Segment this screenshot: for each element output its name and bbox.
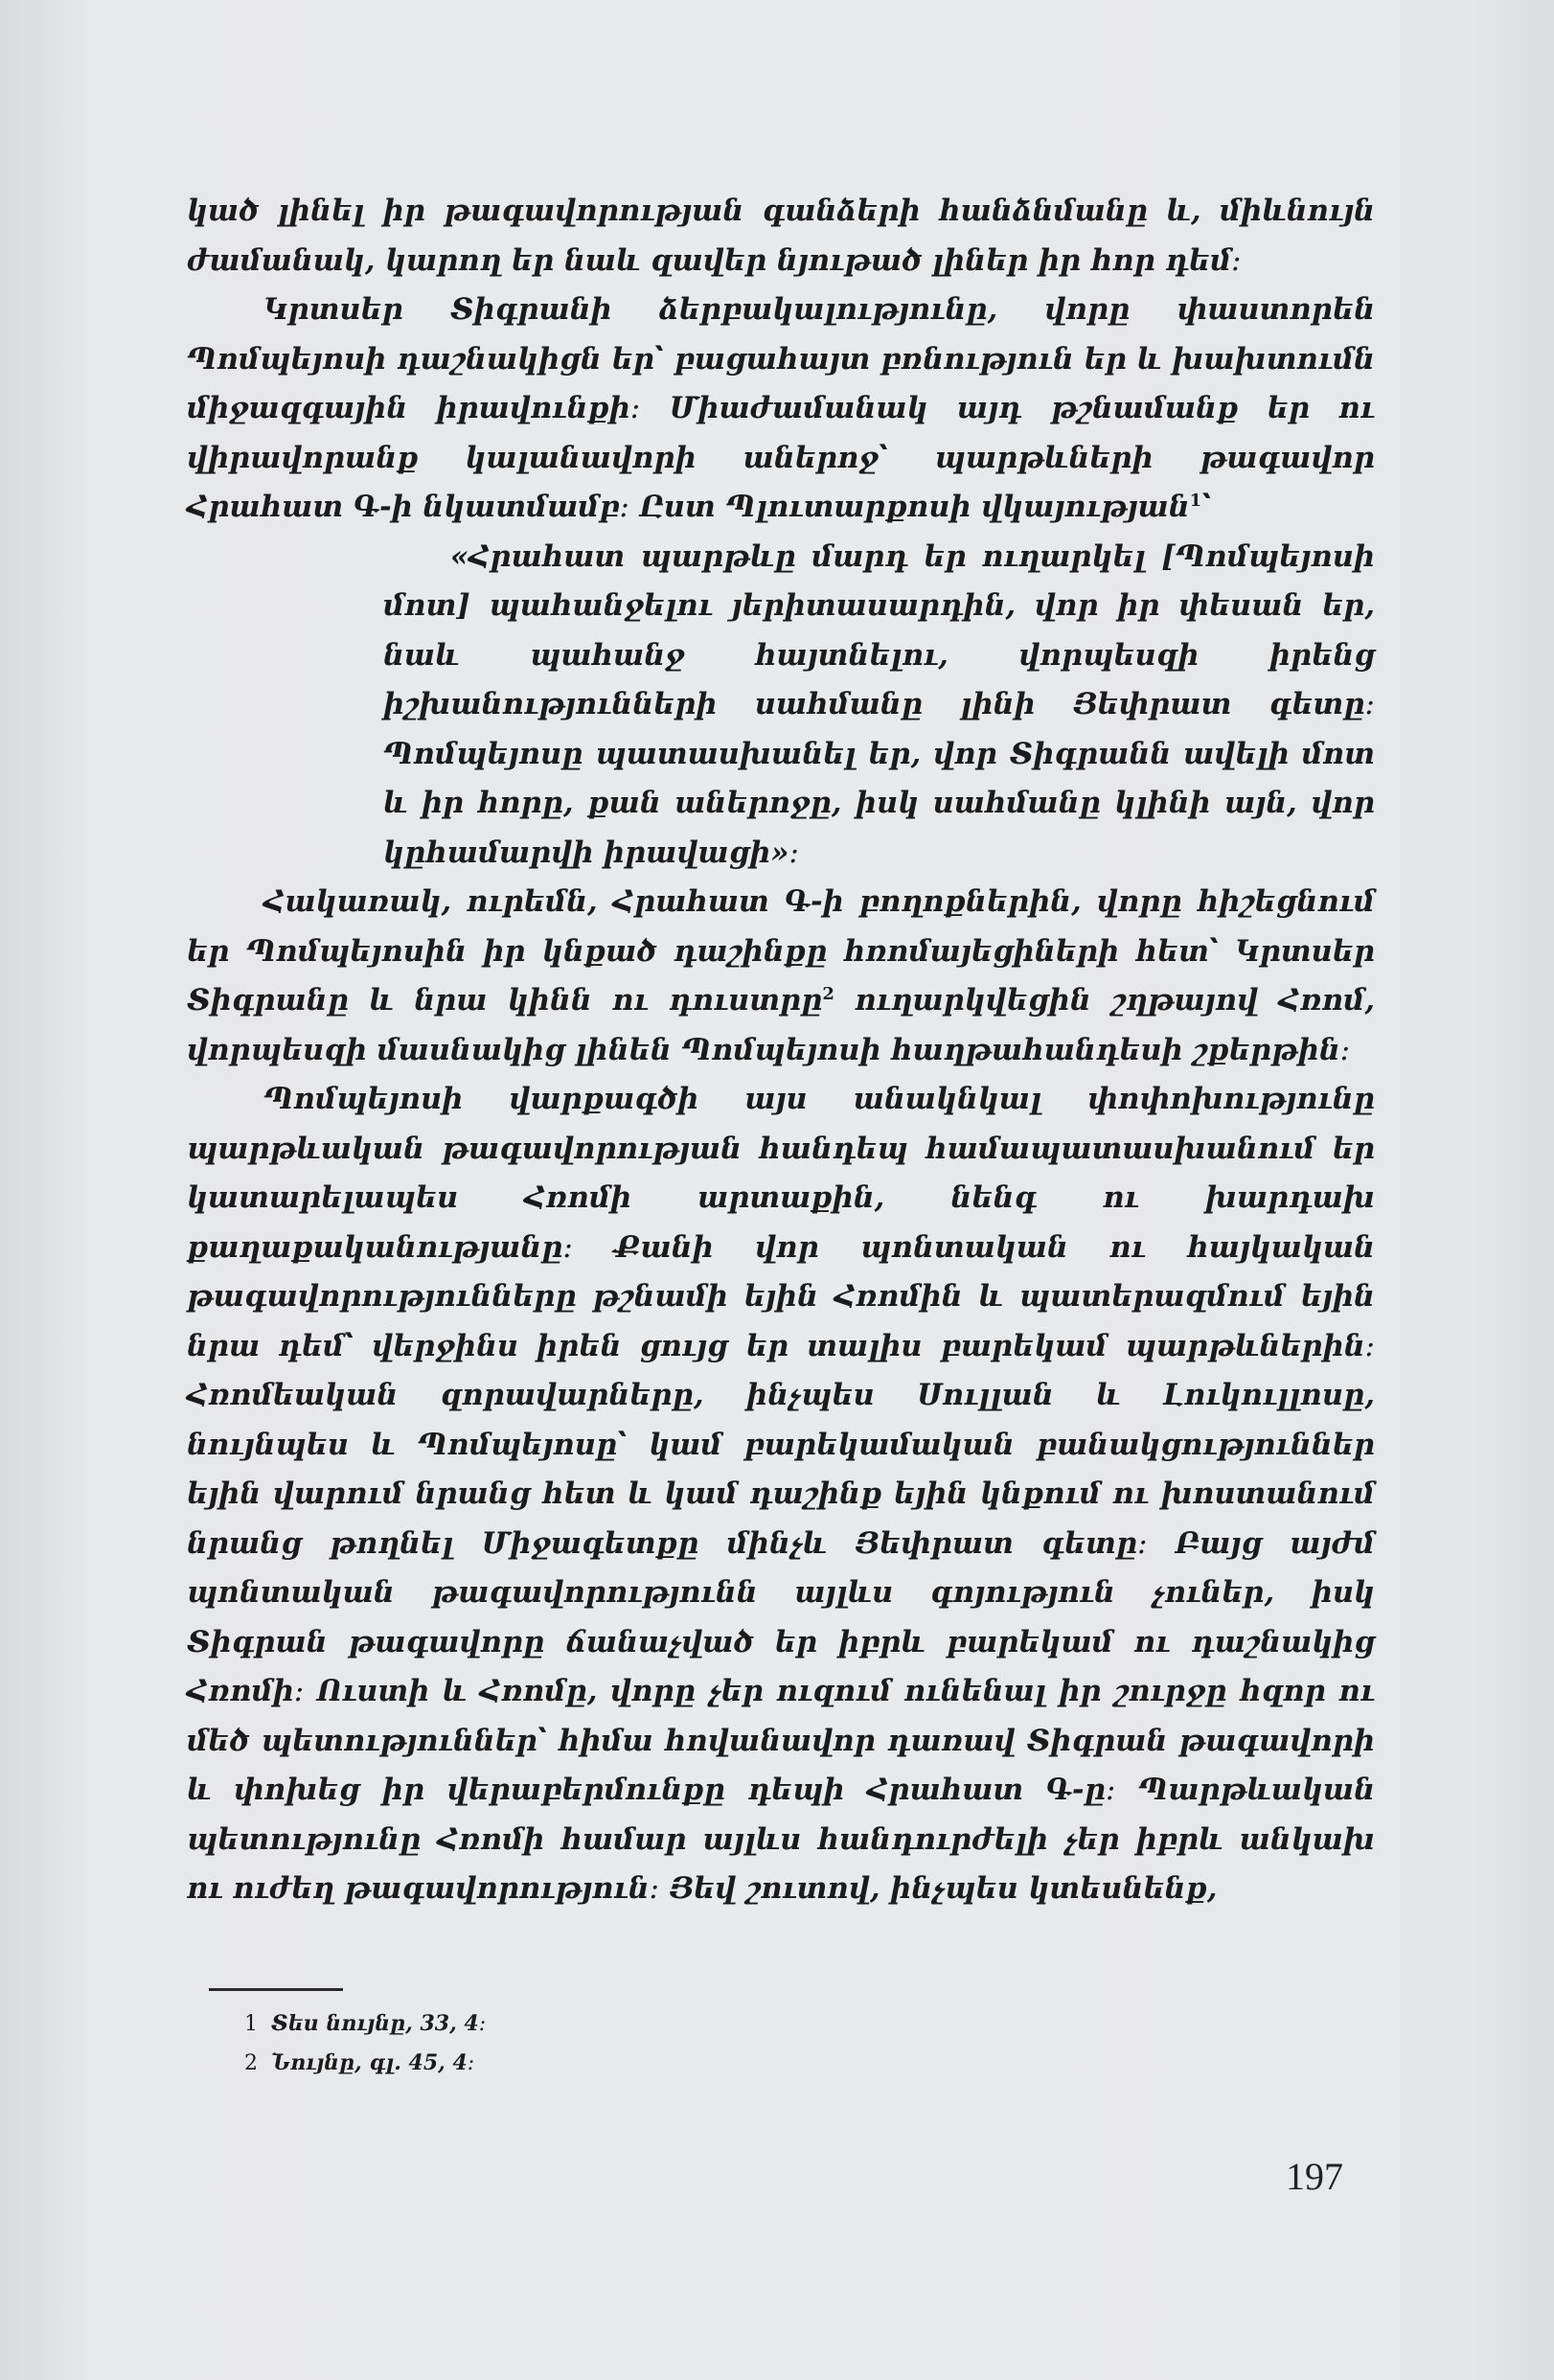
- paragraph-2: Կրտսեր Տիգրանի ձերբակալությունը, վորը փաստորեն Պոմպեյոսի դաշնակիցն եր՝ բացահայտ բռնություն եր և խախտումն միջազգային իրավունքի։ Միաժամանակ այդ թշնամանք եր ու վիրավորանք կալանավորի աներոջ՝ պարթևների թագավոր Հրահատ Գ-ի նկատմամբ։ Ըստ Պլուտարքոսի վկայության$^1$՝: [187, 292, 1375, 524]
- paragraph-3-text-after: ուղարկվեցին շղթայով Հռոմ, վորպեսզի մասնակից լինեն Պոմպեյոսի հաղթահանդեսի շքերթին։: [187, 983, 1375, 1067]
- footnote-ref-2: 2: [822, 983, 834, 1004]
- footnote-2-number: 2: [244, 2051, 258, 2075]
- footnote-1-number: 1: [244, 2012, 258, 2036]
- quote-text: «Հրահատ պարթևը մարդ եր ուղարկել [Պոմպեյոսի մոտ] պահանջելու յերիտասարդին, վոր իր փեսան եր, նաև պահանջ հայտնելու, վորպեսզի իրենց իշխանությունների սահմանը լինի Յեփրատ գետը։ Պոմպեյոսը պատասխանել եր, վոր Տիգրանն ավելի մոտ և իր հորը, քան աներոջը, իսկ սահմանը կլինի այն, վոր կըհամարվի իրավացի»։: [383, 538, 1375, 870]
- footnote-2: [244, 2044, 1107, 2083]
- page-number: 197: [1286, 2155, 1343, 2198]
- block-quote: [383, 533, 1375, 879]
- footnote-1-text: Տես նույնը, 33, 4։: [271, 2011, 487, 2036]
- footnote-divider: [209, 1988, 343, 1991]
- footnote-1: [244, 2004, 1107, 2044]
- footnote-2-text: Նույնը, գլ. 45, 4։: [271, 2050, 475, 2075]
- footnotes: [244, 2004, 1107, 2083]
- paragraph-2-text: Կրտսեր Տիգրանի ձերբակալությունը, վորը փաստորեն Պոմպեյոսի դաշնակիցն եր՝ բացահայտ բռնություն եր և խախտումն միջազգային իրավունքի։ Միաժամանակ այդ թշնամանք եր ու վիրավորանք կալանավորի աներոջ՝ պարթևների թագավոր Հրահատ Գ-ի նկատմամբ։ Ըստ Պլուտարքոսի վկայության: [187, 292, 1375, 524]
- paragraph-1-text: կած լինել իր թագավորության գանձերի հանձնմանը և, միևնույն ժամանակ, կարող եր նաև զավեր նյութած լիներ իր հոր դեմ։: [187, 194, 1375, 278]
- paragraph-4: [187, 1075, 1375, 1914]
- paragraph-3-text: Հակառակ, ուրեմն, Հրահատ Գ-ի բողոքներին, վորը հիշեցնում եր Պոմպեյոսին իր կնքած դաշինքը հռոմայեցիների հետ՝ Կրտսեր Տիգրանը և նրա կինն ու դուստրը: [187, 884, 1375, 1018]
- paragraph-4-text: Պոմպեյոսի վարքագծի այս անակնկալ փոփոխությունը պարթևական թագավորության հանդեպ համապատասխանում եր կատարելապես Հռոմի արտաքին, նենգ ու խարդախ քաղաքականությանը։ Քանի վոր պոնտական ու հայկական թագավորությունները թշնամի եյին Հռոմին և պատերազմում եյին նրա դեմ՝ վերջինս իրեն ցույց եր տալիս բարեկամ պարթևներին։ Հռոմեական զորավարները, ինչպես Սուլլան և Լուկուլլոսը, նույնպես և Պոմպեյոսը՝ կամ բարեկամական բանակցություններ եյին վարում նրանց հետ և կամ դաշինք եյին կնքում ու խոստանում նրանց թողնել Միջագետքը մինչև Յեփրատ գետը։ Բայց այժմ պոնտական թագավորությունն այլևս գոյություն չուներ, իսկ Տիգրան թագավորը ճանաչված եր իբրև բարեկամ ու դաշնակից Հռոմի։ Ուստի և Հռոմը, վորը չեր ուզում ունենալ իր շուրջը հզոր ու մեծ պետություններ՝ հիմա հովանավոր դառավ Տիգրան թագավորի և փոխեց իր վերաբերմունքը դեպի Հրահատ Գ-ը։ Պարթևական պետությունը Հռոմի համար այլևս հանդուրժելի չեր իբրև անկախ ու ուժեղ թագավորություն։ Յեվ շուտով, ինչպես կտեսնենք,: [187, 1082, 1375, 1906]
- footnote-ref-1: 1: [1189, 490, 1202, 511]
- paragraph-1: [187, 187, 1375, 286]
- main-text: [187, 187, 1375, 1914]
- paragraph-3: [187, 878, 1375, 1075]
